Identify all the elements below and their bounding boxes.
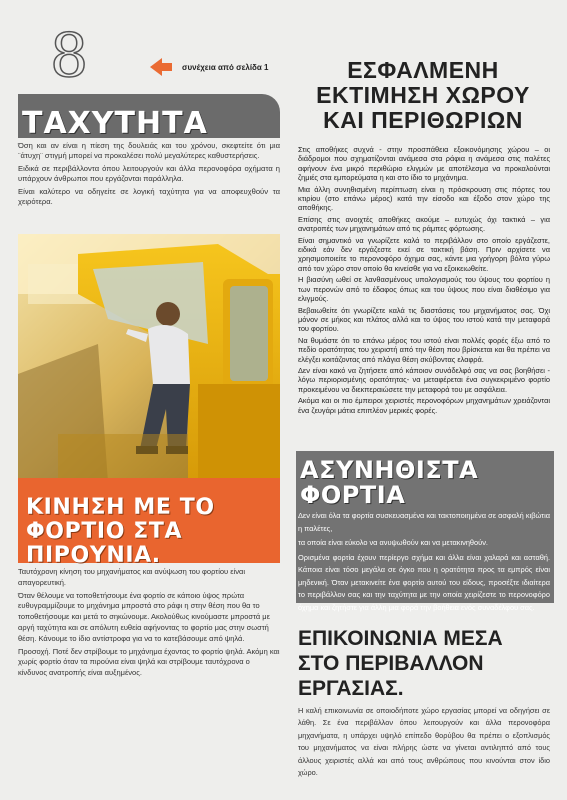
paragraph: Δεν είναι κακό να ζητήσετε από κάποιον συνάδελφό σας να σας βοηθήσει - λόγω περιορισμένης ορατότητας- να μεταφέρεται ένα συγκεκριμένο φορτίο προκειμένου να διεκπεραιώσετε την μεταφορά του με ασφάλεια.: [298, 365, 550, 394]
heading-line: ΣΤΟ ΠΕΡΙΒΑΛΛΟΝ: [298, 652, 484, 675]
paragraph: Να θυμάστε ότι το επάνω μέρος του ιστού είναι πολλές φορές έξω από το πεδίο ορατότητας του χειριστή από την θέση που βρίσκεται και θα πρέπει να ελέγξει κοιτάζοντας από πλάγια θέση σκύβοντας ελαφρά.: [298, 335, 550, 364]
arrow-left-icon: [150, 58, 162, 76]
paragraph: τα οποία είναι εύκολο να ανυψωθούν και να μετακινηθούν.: [298, 538, 488, 547]
paragraph: Ταυτόχρονη κίνηση του μηχανήματος και ανύψωση του φορτίου είναι απαγορευτική.: [18, 567, 245, 587]
paragraph: Μια άλλη συνηθισμένη περίπτωση είναι η πρόσκρουση στις πόρτες του κτιρίου (στο επάνω μέρος) κατά την είσοδο και έξοδο στον χώρο της αποθήκης.: [298, 184, 550, 213]
misjudgment-body: [298, 145, 550, 417]
heading-line: ΕΣΦΑΛΜΕΝΗ: [347, 57, 499, 83]
paragraph: Ειδικά σε περιβάλλοντα όπου λειτουργούν και άλλα περονοφόρα οχήματα η υπάρχουν άνθρωποι που εργάζονται παράλληλα.: [18, 163, 280, 184]
paragraph: Βεβαιωθείτε ότι γνωρίζετε καλά τις διαστάσεις του μηχανήματος σας. Όχι μόνον σε μήκος και πλάτος αλλά και το ύψος του ιστού κατά την μεταφορά του φορτίου.: [298, 305, 550, 334]
movement-title: [26, 496, 276, 568]
heading-line: ΕΡΓΑΣΙΑΣ.: [298, 677, 404, 700]
misjudgment-heading: [298, 58, 548, 133]
movement-body: [18, 567, 280, 681]
paragraph: Προσοχή. Ποτέ δεν στρίβουμε το μηχάνημα έχοντας το φορτίο ψηλά. Ακόμη και χωρίς φορτίο όταν τα πιρούνια είναι ψηλά και στρίβουμε ταυτόχρονα ο κίνδυνος ανατροπής είναι αυξημένος.: [18, 646, 280, 678]
continued-from-link[interactable]: [150, 58, 269, 76]
paragraph: Είναι σημαντικό να γνωρίζετε καλά το περιβάλλον στο οποίο εργάζεστε, ειδικά εάν δεν εργάζεστε εκεί σε τακτική βάση. Πριν αρχίσετε να χρησιμοποιείτε το περονοφόρο όχημα σας, κάντε μια γρήγορη βόλτα γύρω από τον χώρο στον οποίο θα κινείσθε για να εξοικειωθείτε.: [298, 235, 550, 273]
speed-body: [18, 141, 280, 209]
heading-line: ΦΟΡΤΙΑ: [300, 481, 406, 509]
paragraph: Στις αποθήκες συχνά - στην προσπάθεια εξοικονόμησης χώρου – οι διάδρομοι που σχηματίζονται ανάμεσα στα ράφια η ανάμεσα στις παλέτες αφήνουν ένα μικρό περιθώριο ελιγμών με αποτέλεσμα να προκαλούνται ζημιές στα εμπορεύματα η και στο ίδιο το μηχάνημα.: [298, 145, 550, 183]
arrow-tail: [162, 63, 172, 71]
unusual-loads-body: [298, 510, 550, 616]
heading-line: ΕΠΙΚΟΙΝΩΝΙΑ ΜΕΣΑ: [298, 627, 503, 650]
paragraph: Επίσης στις ανοιχτές αποθήκες ακούμε – ευτυχώς όχι τακτικά – για ανατροπές των μηχανημάτων από τις ράμπες φόρτωσης.: [298, 214, 550, 234]
communication-body: [298, 705, 550, 781]
paragraph: Ορισμένα φορτία έχουν περίεργο σχήμα και άλλα είναι χαλαρά και ασταθή. Κάποια είναι τόσο μεγάλα σε όγκο που η ορατότητα προς τα εμπρός είναι μηδενική. Όταν μετακινείτε ένα φορτίο αυτού του είδους, προσέξτε ιδιαίτερα το περιβάλλον σας και την ταχύτητα με την οποία χειρίζεστε το περονοφόρο όχημα και ζητήστε για άλλη μια φορά την βοήθεια ενός συναδέλφου σας.: [298, 552, 550, 612]
communication-title: [298, 626, 550, 701]
paragraph: Είναι καλύτερο να οδηγείτε σε λογική ταχύτητα για να αποφευχθούν τα χειρότερα.: [18, 186, 280, 207]
unusual-loads-title: [300, 458, 550, 508]
heading-line: ΦΟΡΤΙΟ ΣΤΑ: [26, 519, 183, 544]
paragraph: Δεν είναι όλα τα φορτία συσκευασμένα και τακτοποιημένα σε ασφαλή κιβώτια η παλέτες,: [298, 511, 550, 533]
speed-title: ΤΑΧΥΤΗΤΑ: [22, 106, 208, 141]
heading-line: ΠΙΡΟΥΝΙΑ.: [26, 543, 161, 568]
page-number: 8: [50, 21, 89, 91]
forklift-operator-photo: [18, 234, 280, 482]
heading-line: ΚΑΙ ΠΕΡΙΘΩΡΙΩΝ: [323, 107, 523, 133]
paragraph: Όση και αν είναι η πίεση της δουλειάς και του χρόνου, σκεφτείτε ότι μια ¨άτυχη¨ στιγμή μπορεί να προκαλέσει πολύ μεγαλύτερες καθυστερήσεις.: [18, 141, 280, 161]
continued-label: συνέχεια από σελίδα 1: [182, 62, 269, 72]
paragraph: Η καλή επικοινωνία σε οποιοδήποτε χώρο εργασίας μπορεί να οδηγήσει σε λάθη. Σε ένα περιβάλλον όπου λειτουργούν και άλλα περονοφόρα μηχανήματα, η υπάρχει υψηλό επίπεδο θορύβου θα πρέπει ο εξοπλισμός του μηχανήματος να είναι πλήρης ώστε να γίνεται αντιληπτό από τους άλλους χειριστές αλλά και από τους ανθρώπους που κινούνται στον ίδιο χώρο.: [298, 706, 550, 778]
paragraph: Όταν θέλουμε να τοποθετήσουμε ένα φορτίο σε κάποιο ύψος πρώτα ευθυγραμμίζουμε το μηχάνημα μπροστά στο ράφι η στην θέση που θα το τοποθετήσουμε και μετά το σηκώνουμε. Ακολούθως κινούμαστε μπροστά με αργή ταχύτητα και σε απόλυτη ευθεία αφήνοντας το φορτίο μας στην σωστή θέση. Κάνουμε το ίδιο αντίστροφα για να το κατεβάσουμε από ψηλά.: [18, 590, 270, 643]
heading-line: ΑΣΥΝΗΘΙΣΤΑ: [300, 456, 479, 484]
heading-line: ΕΚΤΙΜΗΣΗ ΧΩΡΟΥ: [316, 82, 530, 108]
heading-line: ΚΙΝΗΣΗ ΜΕ ΤΟ: [26, 495, 215, 520]
paragraph: Ακόμα και οι πιο έμπειροι χειριστές περονοφόρων μηχανημάτων χρειάζονται ένα ζευγάρι μάτια επιπλέον μερικές φορές.: [298, 396, 550, 415]
paragraph: Η βιασύνη ωθεί σε λανθασμένους υπολογισμούς του ύψους του φορτίου η των περονών από το έδαφος όπως και του ύψους που είναι διαθέσιμο για ελιγμούς.: [298, 275, 550, 304]
